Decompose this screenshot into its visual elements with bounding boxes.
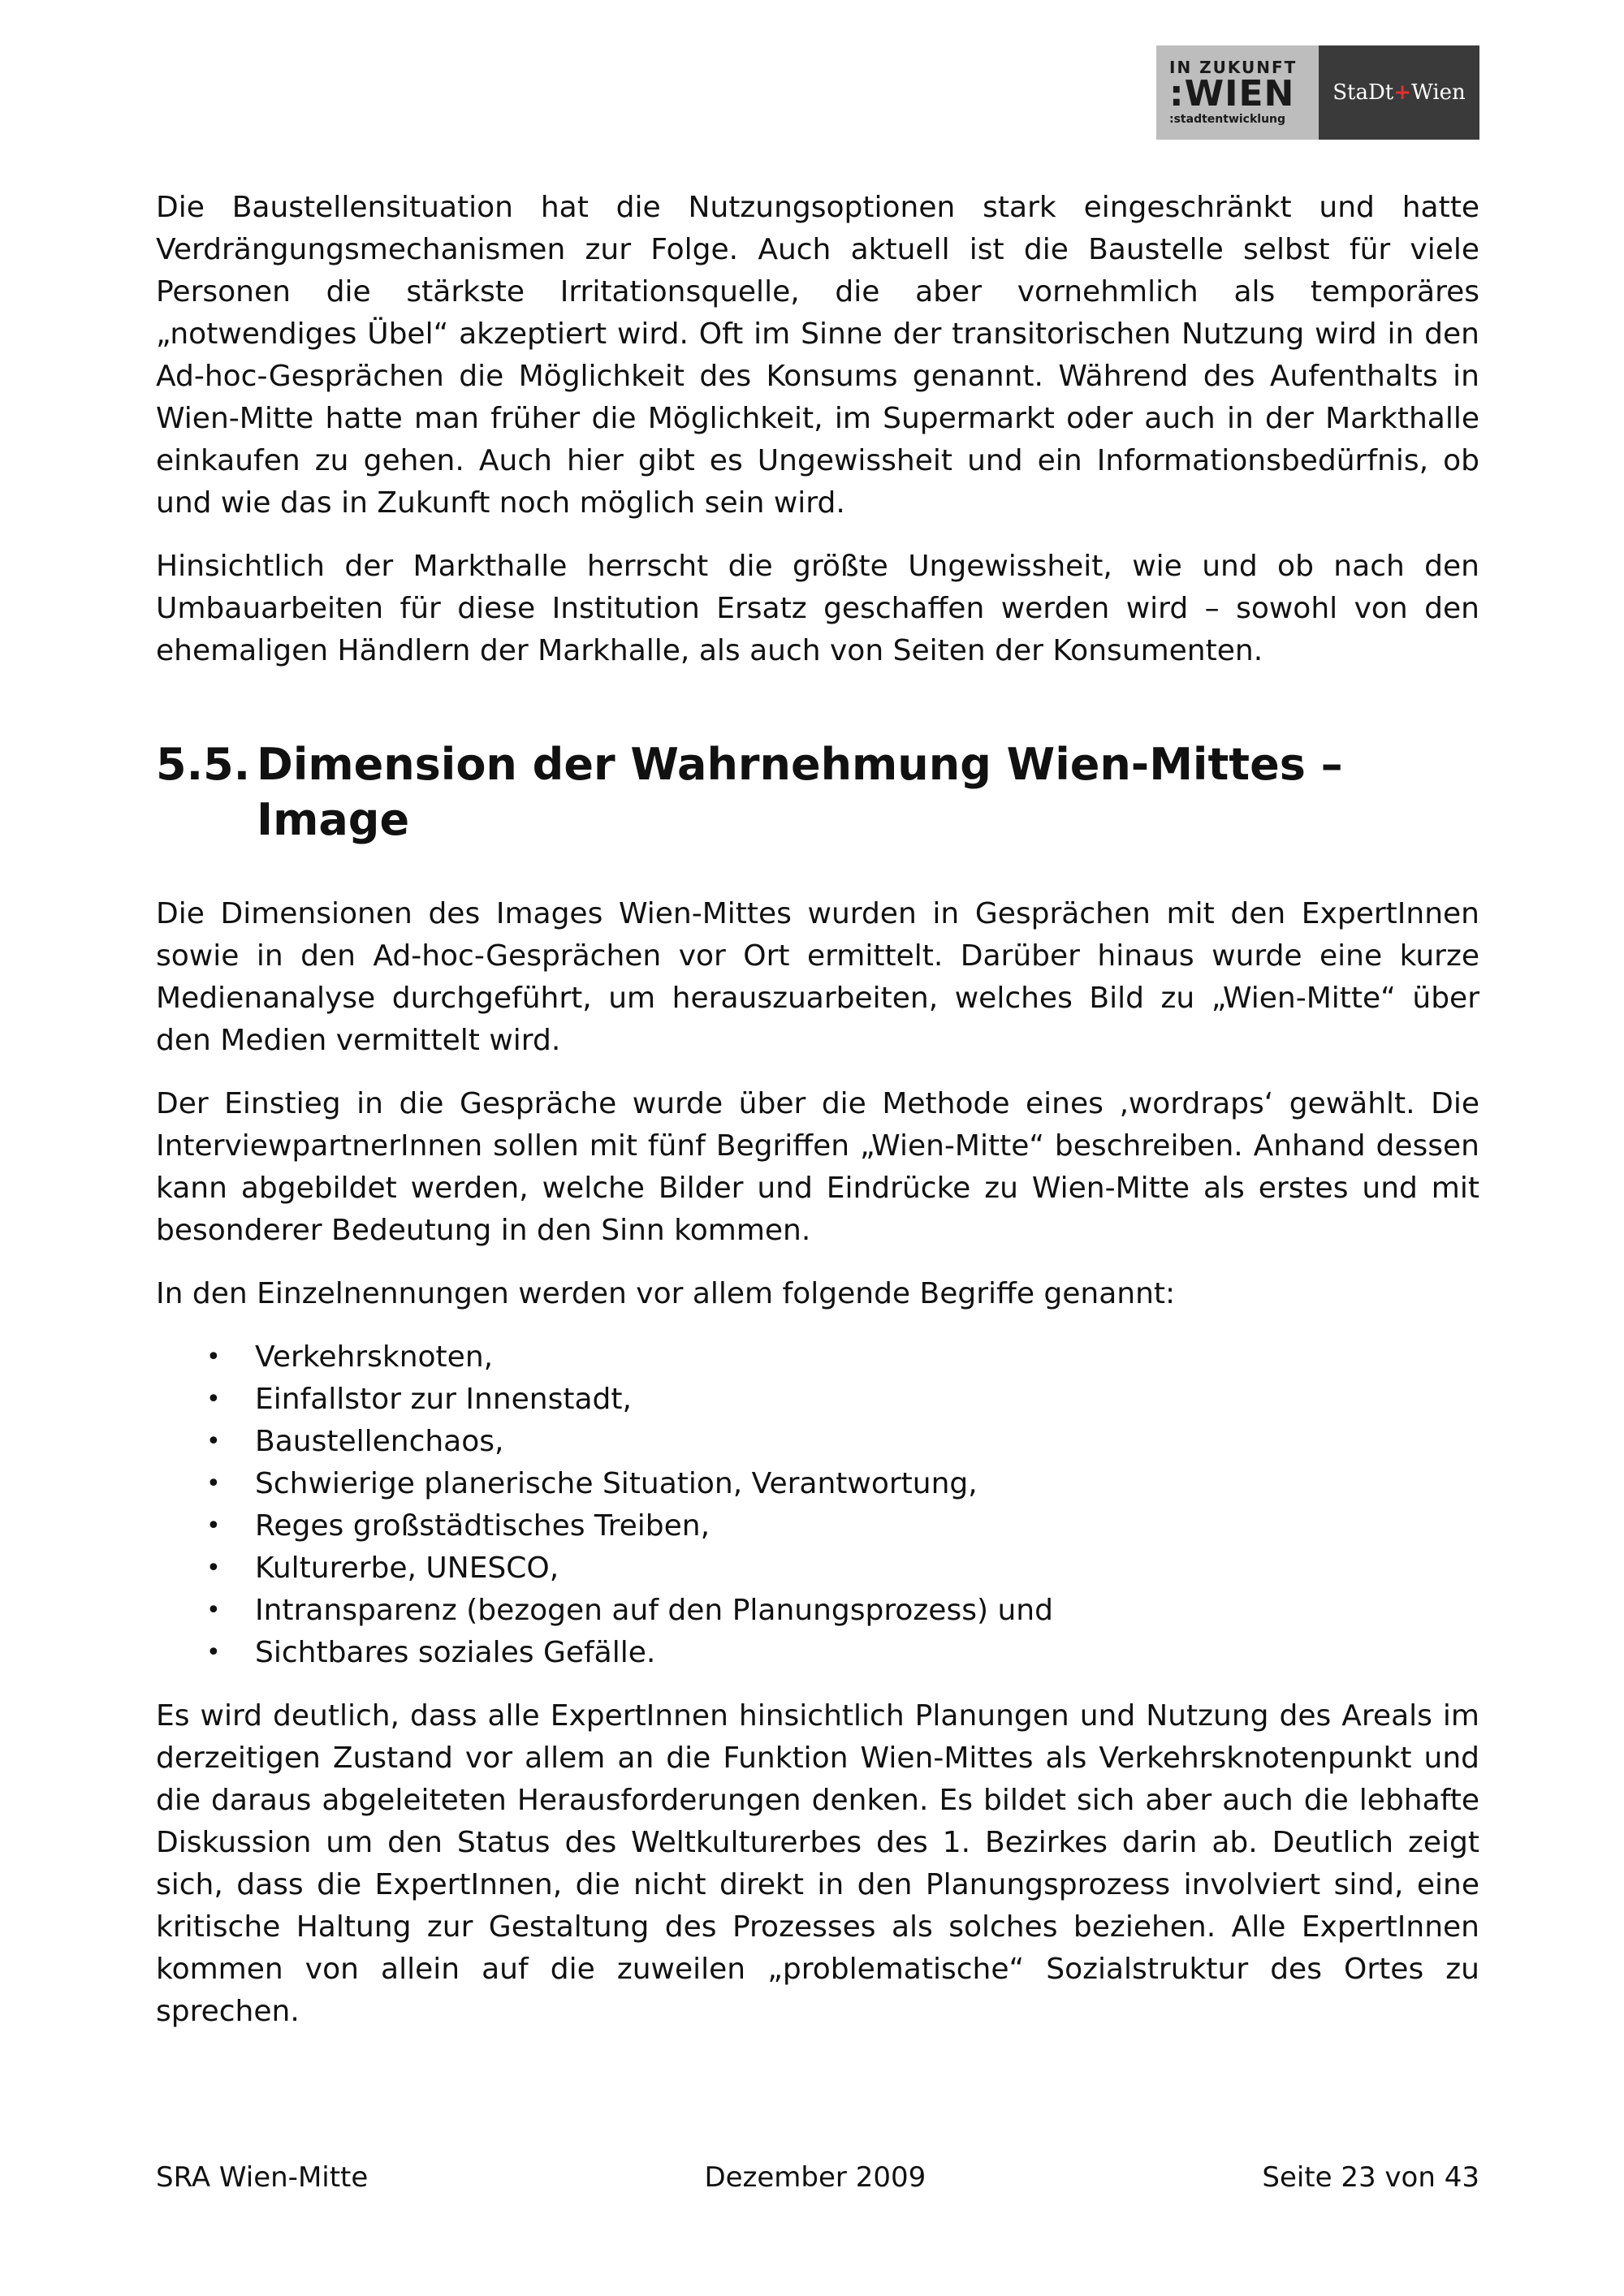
bullet-icon: • (206, 1596, 221, 1625)
paragraph-intro-1: Die Baustellensituation hat die Nutzungsoptionen stark eingeschränkt und hatte Verdrängungsmechanismen zur Folge. Auch aktuell ist die Baustelle selbst für viele Personen die stärkste Irritationsquelle, die aber vornehmlich als temporäres „notwendiges Übel“ akzeptiert wird. Oft im Sinne der transitorischen Nutzung wird in den Ad-hoc-Gesprächen die Möglichkeit des Konsums genannt. Während des Aufenthalts in Wien-Mitte hatte man früher die Möglichkeit, im Supermarkt oder auch in der Markthalle einkaufen zu gehen. Auch hier gibt es Ungewissheit und ein Informationsbedürfnis, ob und wie das in Zukunft noch möglich sein wird. (156, 191, 1479, 520)
list-item-text: Baustellenchaos, (255, 1425, 504, 1458)
logo-line2: :WIEN (1169, 73, 1295, 114)
page-body (156, 187, 1479, 2033)
list-item (156, 1421, 1479, 1463)
section-heading (156, 737, 1479, 848)
paragraph-section-2: Der Einstieg in die Gespräche wurde über die Methode eines ‚wordraps‘ gewählt. Die InterviewpartnerInnen sollen mit fünf Begriffen „Wien-Mitte“ beschreiben. Anhand dessen kann abgebildet werden, welche Bilder und Eindrücke zu Wien-Mitte als erstes und mit besonderer Bedeutung in den Sinn kommen. (156, 1087, 1479, 1247)
footer-date: Dezember 2009 (704, 2161, 926, 2194)
logo-line3: :stadtentwicklung (1169, 113, 1286, 126)
footer-page-number: Seite 23 von 43 (1262, 2161, 1479, 2194)
paragraph-section-3: In den Einzelnennungen werden vor allem folgende Begriffe genannt: (156, 1277, 1176, 1310)
list-item-text: Intransparenz (bezogen auf den Planungsprozess) und (255, 1594, 1053, 1627)
section-number: 5.5. (156, 739, 251, 790)
logo-right-a: StaDt (1332, 80, 1394, 105)
footer-doc-title: SRA Wien-Mitte (156, 2161, 369, 2194)
list-item-text: Einfallstor zur Innenstadt, (255, 1383, 632, 1416)
in-zukunft-wien-logo (1156, 45, 1319, 140)
list-item-text: Sichtbares soziales Gefälle. (255, 1636, 656, 1669)
page-footer (156, 2160, 1479, 2195)
bullet-icon: • (206, 1427, 221, 1456)
list-item (156, 1547, 1479, 1590)
list-item-text: Schwierige planerische Situation, Verantwortung, (255, 1467, 978, 1500)
list-item (156, 1590, 1479, 1632)
logo-cross: + (1393, 80, 1412, 105)
paragraph-section-1: Die Dimensionen des Images Wien-Mittes wurden in Gesprächen mit den ExpertInnen sowie in den Ad-hoc-Gesprächen vor Ort ermittelt. Darüber hinaus wurde eine kurze Medienanalyse durchgeführt, um herauszuarbeiten, welches Bild zu „Wien-Mitte“ über den Medien vermittelt wird. (156, 897, 1479, 1057)
list-item-text: Kulturerbe, UNESCO, (255, 1552, 559, 1585)
paragraph-final: Es wird deutlich, dass alle ExpertInnen hinsichtlich Planungen und Nutzung des Areals im derzeitigen Zustand vor allem an die Funktion Wien-Mittes als Verkehrsknotenpunkt und die daraus abgeleiteten Herausforderungen denken. Es bildet sich aber auch die lebhafte Diskussion um den Status des Weltkulturerbes des 1. Bezirkes darin ab. Deutlich zeigt sich, dass die ExpertInnen, die nicht direkt in den Planungsprozess involviert sind, eine kritische Haltung zur Gestaltung des Prozesses als solches beziehen. Alle ExpertInnen kommen von allein auf die zuweilen „problematische“ Sozialstruktur des Ortes zu sprechen. (156, 1699, 1479, 2028)
wien-logo (1156, 45, 1479, 140)
bullet-list (156, 1336, 1479, 1674)
logo-line1: IN ZUKUNFT (1169, 58, 1298, 77)
list-item (156, 1336, 1479, 1379)
logo-right-b: Wien (1411, 80, 1466, 105)
bullet-icon: • (206, 1512, 221, 1540)
stadt-wien-logo (1319, 45, 1479, 140)
list-item (156, 1463, 1479, 1505)
paragraph-intro-2: Hinsichtlich der Markthalle herrscht die größte Ungewissheit, wie und ob nach den Umbauarbeiten für diese Institution Ersatz geschaffen werden wird – sowohl von den ehemaligen Händlern der Markhalle, als auch von Seiten der Konsumenten. (156, 550, 1479, 667)
section-title: Dimension der Wahrnehmung Wien-Mittes – Image (257, 739, 1343, 845)
bullet-icon: • (206, 1554, 221, 1582)
list-item (156, 1632, 1479, 1674)
list-item-text: Verkehrsknoten, (255, 1340, 494, 1374)
list-item (156, 1505, 1479, 1547)
bullet-icon: • (206, 1343, 221, 1371)
bullet-icon: • (206, 1638, 221, 1667)
list-item-text: Reges großstädtisches Treiben, (255, 1509, 710, 1543)
bullet-icon: • (206, 1470, 221, 1498)
bullet-icon: • (206, 1385, 221, 1413)
list-item (156, 1379, 1479, 1421)
